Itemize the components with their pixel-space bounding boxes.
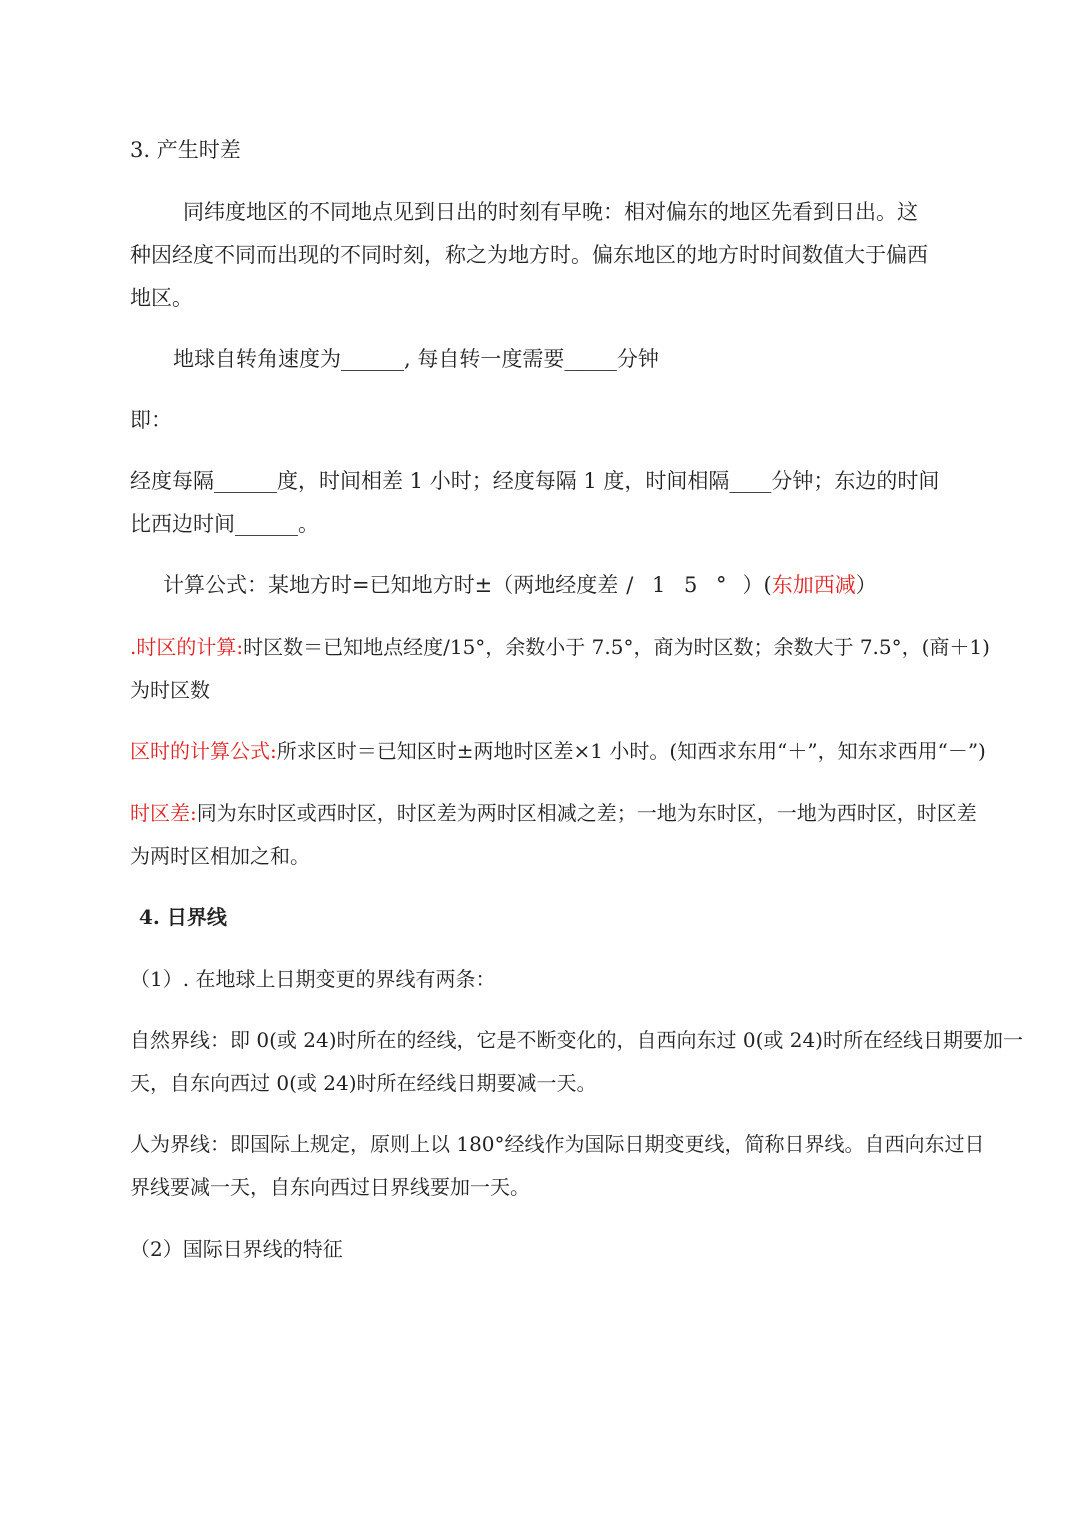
calc-formula: [163, 575, 877, 596]
natural-line: 天，自东向西过 0(或 24)时所在经线日期要减一天。: [130, 1071, 597, 1095]
zone-diff-text: 同为东时区或西时区，时区差为两时区相减之差；一地为东时区，一地为西时区，时区差: [196, 801, 977, 825]
timezone-calc-text: 时区数＝已知地点经度/15°，余数小于 7.5°，商为时区数；余数大于 7.5°，(商＋1): [243, 635, 990, 659]
natural-line: 自然界线：即 0(或 24)时所在的经线，它是不断变化的，自西向东过 0(或 24)时所在经线日期要加一: [130, 1028, 1023, 1052]
zone-diff-label: 时区差:: [130, 801, 197, 825]
ji-label: 即：: [130, 408, 172, 432]
paragraph-line: 地区。: [130, 286, 193, 310]
zone-diff-line: 为两时区相加之和。: [130, 844, 310, 868]
formula-text: 计算公式：某地方时=已知地方时±（两地经度差: [163, 573, 619, 597]
zone-diff: [130, 803, 977, 823]
section-3-heading: 3. 产生时差: [130, 138, 241, 162]
paragraph-line: 种因经度不同而出现的不同时刻，称之为地方时。偏东地区的地方时时间数值大于偏西: [130, 243, 928, 267]
timezone-calc-label: .时区的计算:: [130, 635, 244, 659]
paragraph-line: 同纬度地区的不同地点见到日出的时刻有早晚：相对偏东的地区先看到日出。这: [183, 200, 918, 224]
longitude-question-line: 比西边时间______。: [130, 512, 319, 536]
formula-paren-close: ）: [855, 573, 877, 597]
zone-time-formula: [130, 741, 986, 761]
longitude-question-line: 经度每隔______度，时间相差 1 小时；经度每隔 1 度，时间相隔____分钟；东边的时间: [130, 469, 940, 493]
zone-time-formula-label: 区时的计算公式:: [130, 739, 277, 763]
rotation-question: 地球自转角速度为______, 每自转一度需要_____分钟: [173, 347, 659, 371]
formula-divisor: / 1 5 °: [626, 573, 733, 597]
formula-paren-open: ）(: [742, 573, 772, 597]
formula-rule: 东加西减: [771, 573, 856, 597]
timezone-calc: [130, 637, 990, 657]
artificial-line: 人为界线：即国际上规定，原则上以 180°经线作为国际日期变更线，简称日界线。自西向东过日: [130, 1132, 985, 1156]
list-item: （2）国际日界线的特征: [130, 1237, 343, 1261]
zone-time-formula-text: 所求区时＝已知区时±两地时区差×1 小时。(知西求东用“＋”，知东求西用“－”): [276, 739, 986, 763]
section-4-heading: 4. 日界线: [139, 905, 227, 929]
list-item: （1）. 在地球上日期变更的界线有两条：: [130, 967, 496, 991]
timezone-calc-line: 为时区数: [130, 678, 210, 702]
artificial-line: 界线要减一天，自东向西过日界线要加一天。: [130, 1175, 530, 1199]
